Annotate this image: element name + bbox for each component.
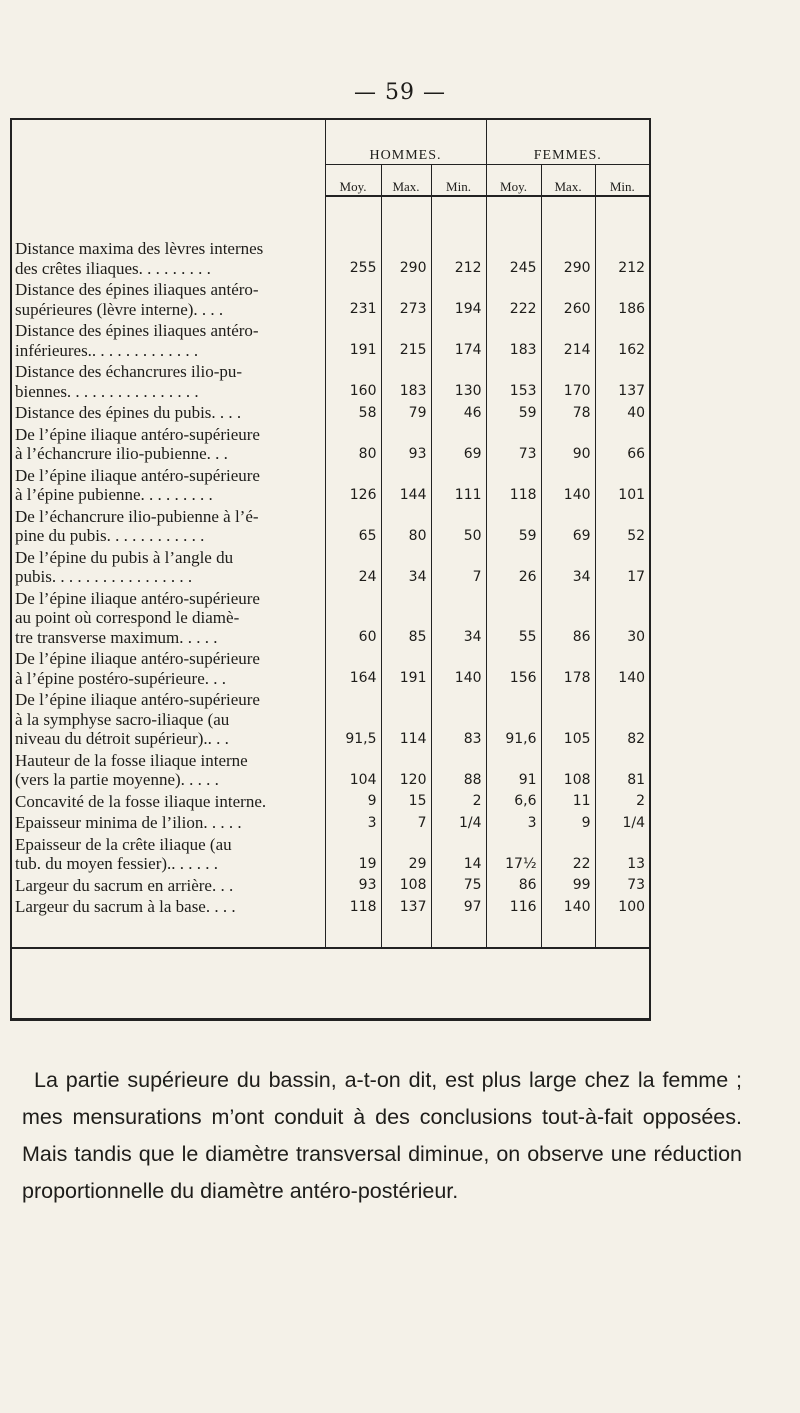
row-label xyxy=(12,835,325,876)
table-body xyxy=(12,196,649,948)
value-cell: 26 xyxy=(486,548,541,589)
table-row xyxy=(12,589,649,650)
row-label-line: De l’épine iliaque antéro-supérieure xyxy=(15,588,260,608)
row-label xyxy=(12,813,325,835)
value-cell: 3 xyxy=(486,813,541,835)
value-cell: 91,5 xyxy=(325,690,381,751)
value-cell: 81 xyxy=(595,751,649,792)
value-cell: 255 xyxy=(325,239,381,280)
row-label-line: tub. du moyen fessier).. . . . . . xyxy=(15,854,219,873)
value-cell: 160 xyxy=(325,362,381,403)
value-cell: 140 xyxy=(541,897,595,919)
row-label-line: Distance maxima des lèvres internes xyxy=(15,239,264,258)
row-label xyxy=(12,362,325,403)
value-cell: 273 xyxy=(381,280,431,321)
table-row xyxy=(12,751,649,792)
row-label-line: De l’épine iliaque antéro-supérieure xyxy=(15,690,260,709)
value-cell: 140 xyxy=(431,649,486,690)
value-cell: 9 xyxy=(325,792,381,814)
row-label-line: De l’épine iliaque antéro-supérieure xyxy=(15,424,260,444)
body-paragraph xyxy=(22,1062,742,1210)
value-cell: 86 xyxy=(541,589,595,650)
row-label-line: Epaisseur de la crête iliaque (au xyxy=(15,834,232,854)
table-row xyxy=(12,897,649,919)
value-cell: 183 xyxy=(486,321,541,362)
value-cell: 93 xyxy=(325,876,381,898)
value-cell: 174 xyxy=(431,321,486,362)
value-cell: 231 xyxy=(325,280,381,321)
row-label xyxy=(12,425,325,466)
table-row xyxy=(12,876,649,898)
value-cell: 137 xyxy=(381,897,431,919)
value-cell: 52 xyxy=(595,507,649,548)
row-label-line: pubis. . . . . . . . . . . . . . . . . xyxy=(15,567,193,586)
value-cell: 99 xyxy=(541,876,595,898)
table-row xyxy=(12,362,649,403)
value-cell: 162 xyxy=(595,321,649,362)
table-bottom-row xyxy=(12,919,649,948)
value-cell: 55 xyxy=(486,589,541,650)
value-cell: 164 xyxy=(325,649,381,690)
value-cell: 11 xyxy=(541,792,595,814)
value-cell: 245 xyxy=(486,239,541,280)
value-cell: 183 xyxy=(381,362,431,403)
value-cell: 34 xyxy=(431,589,486,650)
value-cell: 2 xyxy=(431,792,486,814)
row-label-line: De l’épine iliaque antéro-supérieure xyxy=(15,649,260,668)
value-cell: 46 xyxy=(431,403,486,425)
value-cell: 50 xyxy=(431,507,486,548)
row-label-line: à l’épine postéro-supérieure. . . xyxy=(15,668,226,688)
value-cell: 13 xyxy=(595,835,649,876)
value-cell: 120 xyxy=(381,751,431,792)
value-cell: 91 xyxy=(486,751,541,792)
table-row xyxy=(12,403,649,425)
label-header-cell xyxy=(12,120,325,196)
value-cell: 104 xyxy=(325,751,381,792)
row-label xyxy=(12,792,325,814)
row-label-line: à la symphyse sacro-iliaque (au xyxy=(15,709,230,729)
value-cell: 58 xyxy=(325,403,381,425)
value-cell: 59 xyxy=(486,403,541,425)
value-cell: 178 xyxy=(541,649,595,690)
value-cell: 90 xyxy=(541,425,595,466)
value-cell: 97 xyxy=(431,897,486,919)
value-cell: 108 xyxy=(541,751,595,792)
value-cell: 73 xyxy=(486,425,541,466)
row-label xyxy=(12,897,325,919)
row-label-line: De l’épine iliaque antéro-supérieure xyxy=(15,465,260,485)
value-cell: 144 xyxy=(381,466,431,507)
row-label xyxy=(12,751,325,792)
row-label-line: Distance des épines iliaques antéro- xyxy=(15,321,259,340)
value-cell: 34 xyxy=(541,548,595,589)
value-cell: 111 xyxy=(431,466,486,507)
row-label-line: des crêtes iliaques. . . . . . . . . xyxy=(15,258,211,278)
subheader-femmes-moy: Moy. xyxy=(486,165,541,197)
value-cell: 79 xyxy=(381,403,431,425)
value-cell: 170 xyxy=(541,362,595,403)
row-label-line: à l’échancrure ilio-pubienne. . . xyxy=(15,444,228,463)
table-row xyxy=(12,466,649,507)
value-cell: 214 xyxy=(541,321,595,362)
row-label-line: Epaisseur minima de l’ilion. . . . . xyxy=(15,813,242,832)
row-label-line: biennes. . . . . . . . . . . . . . . . xyxy=(15,381,199,401)
value-cell: 6,6 xyxy=(486,792,541,814)
value-cell: 69 xyxy=(541,507,595,548)
value-cell: 93 xyxy=(381,425,431,466)
row-label-line: à l’épine pubienne. . . . . . . . . xyxy=(15,485,213,504)
value-cell: 83 xyxy=(431,690,486,751)
value-cell: 101 xyxy=(595,466,649,507)
value-cell: 290 xyxy=(381,239,431,280)
row-label-line: supérieures (lèvre interne). . . . xyxy=(15,299,224,319)
value-cell: 1/4 xyxy=(431,813,486,835)
value-cell: 34 xyxy=(381,548,431,589)
table-row xyxy=(12,548,649,589)
value-cell: 14 xyxy=(431,835,486,876)
value-cell: 140 xyxy=(541,466,595,507)
value-cell: 100 xyxy=(595,897,649,919)
value-cell: 116 xyxy=(486,897,541,919)
value-cell: 19 xyxy=(325,835,381,876)
value-cell: 126 xyxy=(325,466,381,507)
value-cell: 137 xyxy=(595,362,649,403)
value-cell: 186 xyxy=(595,280,649,321)
value-cell: 118 xyxy=(486,466,541,507)
value-cell: 88 xyxy=(431,751,486,792)
value-cell: 191 xyxy=(381,649,431,690)
row-label xyxy=(12,280,325,321)
table-row xyxy=(12,321,649,362)
row-label-line: Concavité de la fosse iliaque interne. xyxy=(15,791,267,811)
value-cell: 73 xyxy=(595,876,649,898)
row-label-line: inférieures.. . . . . . . . . . . . . xyxy=(15,340,199,360)
table-row xyxy=(12,835,649,876)
row-label xyxy=(12,403,325,425)
value-cell: 7 xyxy=(431,548,486,589)
row-label-line: Hauteur de la fosse iliaque interne xyxy=(15,750,248,770)
row-label-line: De l’épine du pubis à l’angle du xyxy=(15,547,234,567)
value-cell: 130 xyxy=(431,362,486,403)
value-cell: 156 xyxy=(486,649,541,690)
value-cell: 75 xyxy=(431,876,486,898)
subheader-hommes-max: Max. xyxy=(381,165,431,197)
group-header-hommes: HOMMES. xyxy=(325,120,486,165)
value-cell: 191 xyxy=(325,321,381,362)
value-cell: 212 xyxy=(595,239,649,280)
table-row xyxy=(12,813,649,835)
value-cell: 30 xyxy=(595,589,649,650)
value-cell: 260 xyxy=(541,280,595,321)
value-cell: 9 xyxy=(541,813,595,835)
value-cell: 86 xyxy=(486,876,541,898)
paragraph-text: La partie supérieure du bassin, a-t-on dit, est plus large chez la femme ; mes mensurations m’ont conduit à des conclusions tout-à-fait opposées. Mais tandis que le diamètre transversal diminue, on observe une réduction proportionnelle du diamètre antéro-postérieur. xyxy=(22,1068,742,1203)
row-label-line: niveau du détroit supérieur).. . . xyxy=(15,729,229,748)
row-label-line: Distance des échancrures ilio-pu- xyxy=(15,362,243,381)
page-number: — 59 — xyxy=(354,80,446,105)
value-cell: 212 xyxy=(431,239,486,280)
row-label-line: pine du pubis. . . . . . . . . . . . xyxy=(15,526,205,545)
value-cell: 80 xyxy=(381,507,431,548)
row-label xyxy=(12,548,325,589)
row-label xyxy=(12,239,325,280)
row-label xyxy=(12,321,325,362)
subheader-hommes-moy: Moy. xyxy=(325,165,381,197)
value-cell: 3 xyxy=(325,813,381,835)
row-label xyxy=(12,649,325,690)
row-label xyxy=(12,466,325,507)
value-cell: 105 xyxy=(541,690,595,751)
value-cell: 65 xyxy=(325,507,381,548)
value-cell: 59 xyxy=(486,507,541,548)
table-row xyxy=(12,507,649,548)
value-cell: 29 xyxy=(381,835,431,876)
value-cell: 40 xyxy=(595,403,649,425)
value-cell: 91,6 xyxy=(486,690,541,751)
value-cell: 290 xyxy=(541,239,595,280)
row-label-line: au point où correspond le diamè- xyxy=(15,608,240,627)
value-cell: 22 xyxy=(541,835,595,876)
row-label-line: De l’échancrure ilio-pubienne à l’é- xyxy=(15,506,259,526)
value-cell: 17 xyxy=(595,548,649,589)
value-cell: 7 xyxy=(381,813,431,835)
value-cell: 222 xyxy=(486,280,541,321)
table-row xyxy=(12,239,649,280)
table-row xyxy=(12,690,649,751)
value-cell: 80 xyxy=(325,425,381,466)
row-label-line: (vers la partie moyenne). . . . . xyxy=(15,770,219,789)
value-cell: 118 xyxy=(325,897,381,919)
table-row xyxy=(12,425,649,466)
value-cell: 78 xyxy=(541,403,595,425)
value-cell: 215 xyxy=(381,321,431,362)
row-label-line: Distance des épines iliaques antéro- xyxy=(15,280,259,299)
row-label xyxy=(12,507,325,548)
row-label-line: Largeur du sacrum en arrière. . . xyxy=(15,875,234,895)
subheader-femmes-min: Min. xyxy=(595,165,649,197)
value-cell: 60 xyxy=(325,589,381,650)
value-cell: 24 xyxy=(325,548,381,589)
value-cell: 15 xyxy=(381,792,431,814)
table-row xyxy=(12,280,649,321)
measurements-table xyxy=(12,120,649,949)
row-label xyxy=(12,589,325,650)
value-cell: 69 xyxy=(431,425,486,466)
value-cell: 85 xyxy=(381,589,431,650)
row-label-line: Largeur du sacrum à la base. . . . xyxy=(15,897,236,916)
subheader-hommes-min: Min. xyxy=(431,165,486,197)
row-label-line: Distance des épines du pubis. . . . xyxy=(15,403,242,422)
value-cell: 17½ xyxy=(486,835,541,876)
value-cell: 194 xyxy=(431,280,486,321)
subheader-femmes-max: Max. xyxy=(541,165,595,197)
table-row xyxy=(12,649,649,690)
value-cell: 153 xyxy=(486,362,541,403)
value-cell: 2 xyxy=(595,792,649,814)
value-cell: 114 xyxy=(381,690,431,751)
value-cell: 66 xyxy=(595,425,649,466)
value-cell: 82 xyxy=(595,690,649,751)
row-label xyxy=(12,690,325,751)
value-cell: 108 xyxy=(381,876,431,898)
value-cell: 140 xyxy=(595,649,649,690)
value-cell: 1/4 xyxy=(595,813,649,835)
group-header-femmes: FEMMES. xyxy=(486,120,649,165)
row-label xyxy=(12,876,325,898)
table-row xyxy=(12,792,649,814)
row-label-line: tre transverse maximum. . . . . xyxy=(15,627,218,647)
